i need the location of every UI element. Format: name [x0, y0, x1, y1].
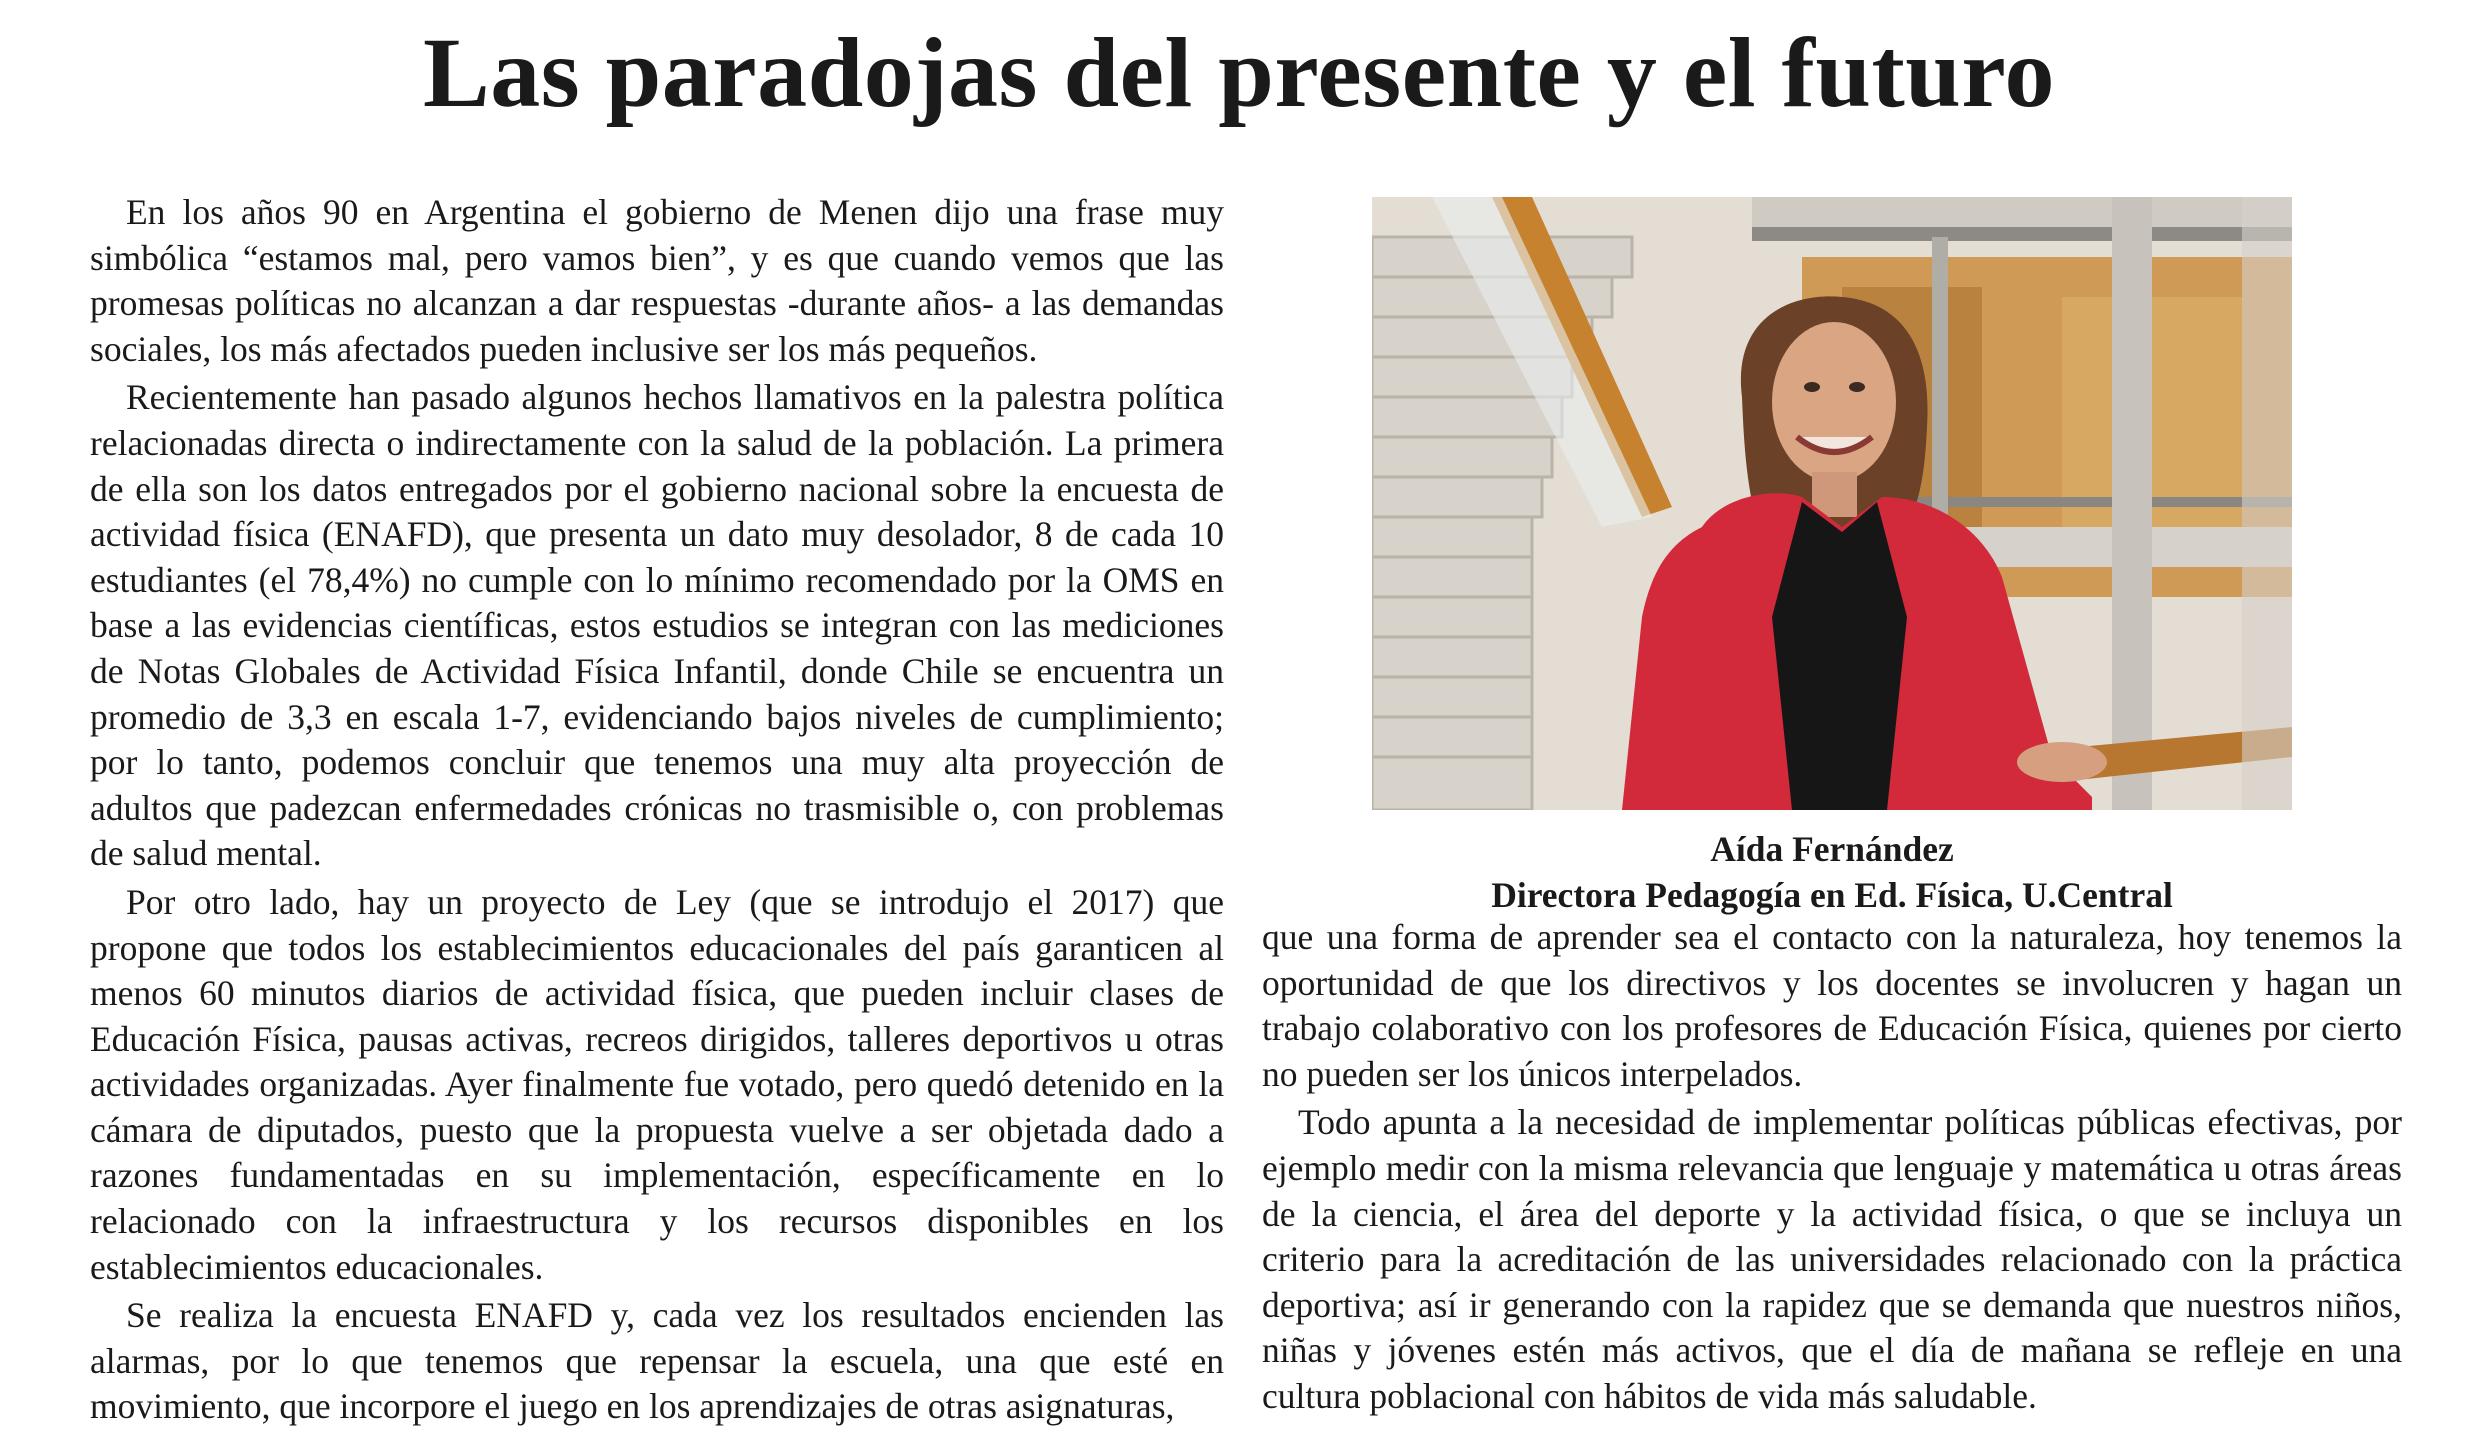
- headline: Las paradojas del presente y el futuro: [423, 17, 2055, 128]
- paragraph: Se realiza la encuesta ENAFD y, cada vez los resultados encienden las alarmas, por lo que tenemos que repensar la escuela, una que esté en movimiento, que incorpore el juego en los aprendizajes de otras asignaturas,: [90, 1295, 1224, 1427]
- paragraph: Por otro lado, hay un proyecto de Ley (que se introdujo el 2017) que propone que todos los establecimientos educacionales del país garanticen al menos 60 minutos diarios de actividad física, que pueden incluir clases de Educación Física, pausas activas, recreos dirigidos, talleres deportivos u otras actividades organizadas. Ayer finalmente fue votado, pero quedó detenido en la cámara de diputados, puesto que la propuesta vuelve a ser objetada dado a razones fundamentadas en su implementación, específicamente en lo relacionado con la infraestructura y los recursos disponibles en los establecimientos educacionales.: [90, 881, 1224, 1287]
- caption-name: Aída Fernández: [1710, 829, 1954, 869]
- portrait-photo: [1372, 197, 2292, 810]
- paragraph: Recientemente han pasado algunos hechos llamativos en la palestra política relacionadas directa o indirectamente con la salud de la población. La primera de ella son los datos entregados por el gobierno nacional sobre la encuesta de actividad física (ENAFD), que presenta un dato muy desolador, 8 de cada 10 estudiantes (el 78,4%) no cumple con lo mínimo recomendado por la OMS en base a las evidencias científicas, estos estudios se integran con las mediciones de Notas Globales de Actividad Física Infantil, donde Chile se encuentra un promedio de 3,3 en escala 1-7, evidenciando bajos niveles de cumplimiento; por lo tanto, podemos concluir que tenemos una muy alta proyección de adultos que padezcan enfermedades crónicas no trasmisible o, con problemas de salud mental.: [90, 377, 1224, 874]
- caption-role: Directora Pedagogía en Ed. Física, U.Central: [1491, 875, 2173, 915]
- paragraph: Todo apunta a la necesidad de implementar políticas públicas efectivas, por ejemplo medir con la misma relevancia que lenguaje y matemática u otras áreas de la ciencia, el área del deporte y la actividad física, o que se incluya un criterio para la acreditación de las universidades relacionado con la práctica deportiva; así ir generando con la rapidez que se demanda que nuestros niños, niñas y jóvenes estén más activos, que el día de mañana se refleje en una cultura poblacional con hábitos de vida más saludable.: [1262, 1102, 2402, 1416]
- right-column: [1262, 915, 2402, 1423]
- paragraph: que una forma de aprender sea el contacto con la naturaleza, hoy tenemos la oportunidad de que los directivos y los docentes se involucren y hagan un trabajo colaborativo con los profesores de Educación Física, quienes por cierto no pueden ser los únicos interpelados.: [1262, 917, 2402, 1094]
- left-column: [90, 190, 1224, 1433]
- photo-caption: [1262, 826, 2402, 918]
- portrait-illustration: [1372, 197, 2292, 810]
- paragraph: En los años 90 en Argentina el gobierno de Menen dijo una frase muy simbólica “estamos mal, pero vamos bien”, y es que cuando vemos que las promesas políticas no alcanzan a dar respuestas -durante años- a las demandas sociales, los más afectados pueden inclusive ser los más pequeños.: [90, 192, 1224, 369]
